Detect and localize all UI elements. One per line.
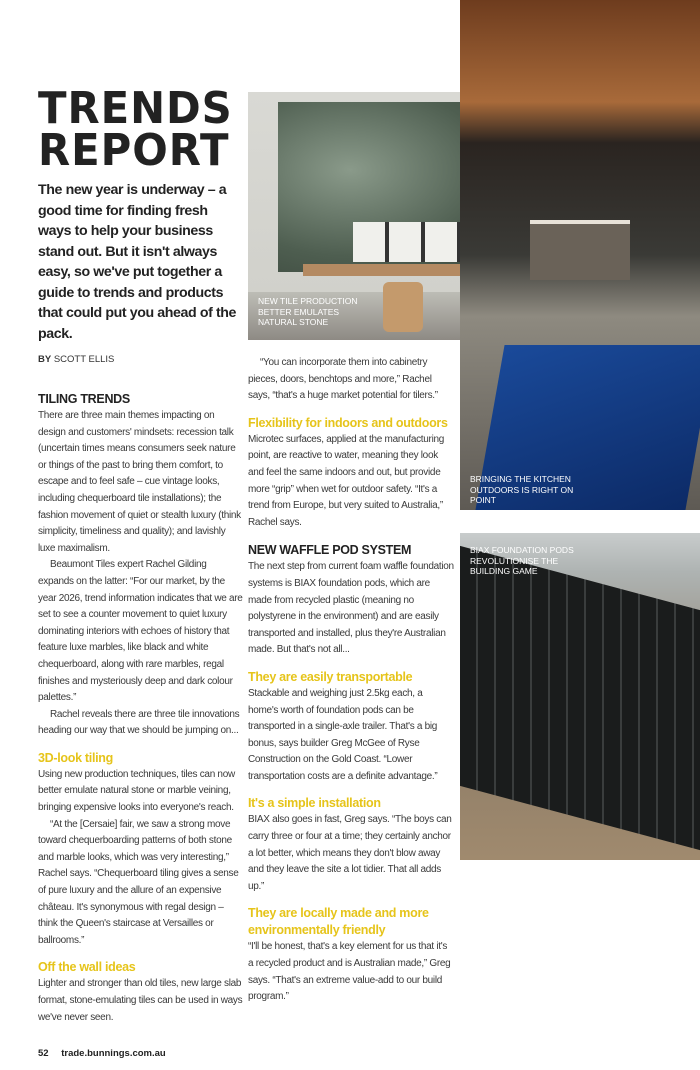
paragraph: Using new production techniques, tiles can now better emulate natural stone or marble veining, bringing expensive looks into everyone's reach.: [38, 768, 235, 814]
subheading-flexibility: Flexibility for indoors and outdoors: [248, 415, 448, 430]
paragraph: Beaumont Tiles expert Rachel Gilding expands on the latter: “For our market, by the year 2026, trend information indicates that we are set to see a counter movement to quiet luxury dominating interiors with echoes of history that feature luxe marbles, like black and white chequerboard, along with rare marbles, regal finishes and mysteriously deep and dark colour palettes.”: [38, 559, 243, 704]
left-column: [38, 83, 244, 1070]
subheading-locally-made: They are locally made and more environmentally friendly: [248, 906, 429, 938]
title-line-1: TRENDS: [38, 83, 233, 134]
waffle-pod-heading: NEW WAFFLE POD SYSTEM: [248, 543, 412, 558]
subheading-simple-installation: It's a simple installation: [248, 796, 381, 811]
paragraph: The next step from current foam waffle foundation systems is BIAX foundation pods, which are made from recycled plastic (meaning no polystyrene in the environment) and are easily transported and installed, plus they're Australian made. But that's not all...: [248, 561, 454, 656]
paragraph: BIAX also goes in fast, Greg says. “The boys can carry three or four at a time; they certainly anchor a lot better, which means they don't blow away and they leave the site a lot tidier. That all adds up.”: [248, 814, 452, 892]
footer: [38, 1048, 244, 1070]
byline: [38, 354, 244, 390]
waffle-pods-photo: [460, 533, 700, 860]
paragraph: “At the [Cersaie] fair, we saw a strong move toward chequerboarding patterns of both stone and marble looks, which was very interesting,” Rachel says. “Chequerboard tiling gives a sense of pure luxury and the allure of an expensive château. It's synonymous with regal design – think the Queen's staircase at Versailles or ballrooms.”: [38, 818, 239, 946]
outdoor-kitchen-photo: [460, 0, 700, 510]
paragraph: “I'll be honest, that's a key element for us that it's a recycled product and is Australian made,” Greg says. “That's an extreme value-add to our build program.”: [248, 941, 451, 1003]
paragraph: There are three main themes impacting on design and customers' mindsets: recession talk (uncertain times means consumers seek nature or things of the past to bring them comfort, to escape and to feel safe – cue vintage looks, including chequerboard tile installations); the fashion movement of quiet or stealth luxury (think simplicity, timeliness and quality); and lavishly luxe maximalism.: [38, 410, 241, 554]
column-1: [38, 390, 244, 1026]
subheading-transportable: They are easily transportable: [248, 669, 413, 684]
paragraph: Rachel reveals there are three tile innovations heading our way that we should be jumping on...: [38, 708, 240, 737]
title-line-2: REPORT: [38, 125, 230, 176]
kitchen-island: [530, 220, 630, 280]
byline-author: SCOTT ELLIS: [53, 354, 115, 365]
byline-prefix: BY: [38, 354, 52, 365]
tiling-trends-heading: TILING TRENDS: [38, 392, 130, 406]
paragraph: Stackable and weighing just 2.5kg each, a home's worth of foundation pods can be transported in a single-axle trailer. That's a big bonus, says builder Greg McGee of Ryse Construction on the Gold Coast. “Lower transportation costs are a definite advantage.”: [248, 687, 438, 782]
paragraph: Microtec surfaces, applied at the manufacturing point, are reactive to water, meaning they look and feel the same indoors and out, but provide more “grip” when wet for outdoor safety. “It's a trend from Europe, but very suited to Australia,” Rachel says.: [248, 433, 445, 528]
page-number: 52: [38, 1048, 49, 1060]
header-block: [38, 83, 244, 390]
tile-caption: NEW TILE PRODUCTION BETTER EMULATES NATURAL STONE: [258, 296, 358, 327]
paragraph: Lighter and stronger than old tiles, new large slab format, stone-emulating tiles can be used in ways we've never seen.: [38, 978, 243, 1023]
paragraph: “You can incorporate them into cabinetry pieces, doors, benchtops and more,” Rachel says, “that's a huge market potential for tilers.”: [248, 357, 438, 402]
pods-caption: BIAX FOUNDATION PODS REVOLUTIONISE THE BUILDING GAME: [470, 545, 574, 576]
subheading-off-the-wall: Off the wall ideas: [38, 960, 136, 975]
intro-text: The new year is underway – a good time for finding fresh ways to help your business stand out. But it isn't always easy, so we've put together a guide to trends and products that could put you ahead of the pack.: [38, 182, 237, 342]
page-title: [38, 83, 234, 176]
column-2: [248, 355, 454, 1006]
outdoor-caption: BRINGING THE KITCHEN OUTDOORS IS RIGHT ON POINT: [470, 474, 574, 505]
stool: [383, 282, 423, 332]
pod-grid: [460, 546, 700, 850]
subheading-3d-look: 3D-look tiling: [38, 750, 113, 765]
footer-url[interactable]: trade.bunnings.com.au: [61, 1048, 166, 1060]
